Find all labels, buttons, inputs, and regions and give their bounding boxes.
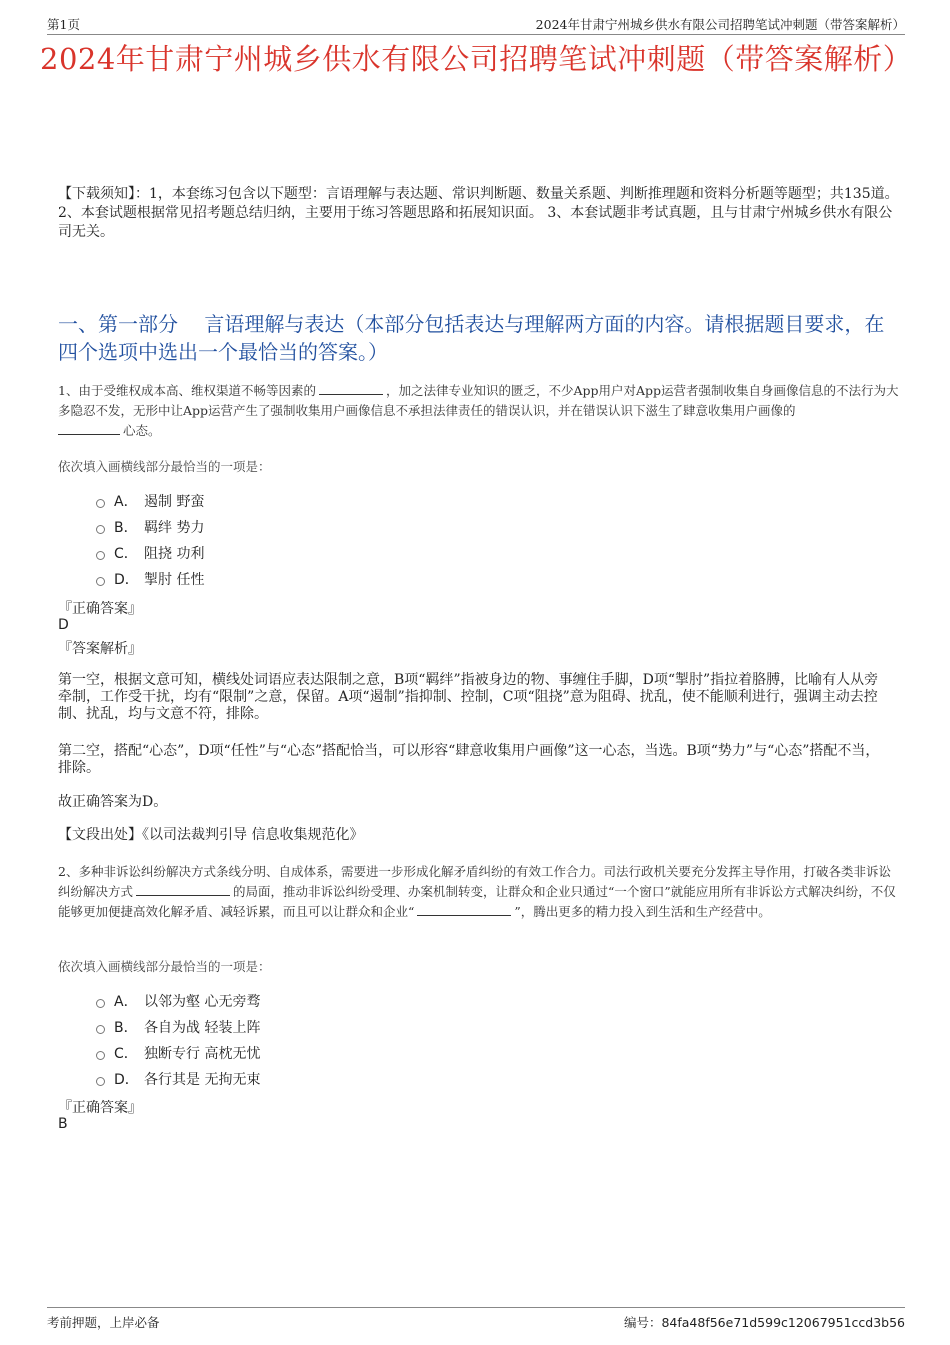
footer-code — [624, 1313, 905, 1331]
question-2-text-a: 2、多种非诉讼纠纷解决方式条线分明、自成体系，需要进一步形成化解矛盾纠纷的有效工作合力。司法行政机关要充分发挥主导作用，打破各类非诉讼纠纷解决方式 — [58, 864, 891, 899]
page-header — [47, 12, 905, 35]
option-b[interactable] — [96, 514, 496, 540]
option-text: 各行其是 无拘无束 — [144, 1072, 261, 1088]
radio-button[interactable] — [96, 577, 105, 586]
question-1-prompt: 依次填入画横线部分最恰当的一项是： — [58, 459, 271, 474]
option-text: 各自为战 轻装上阵 — [144, 1020, 261, 1036]
correct-answer: D — [58, 617, 69, 633]
question-1-text-c: 心态。 — [123, 423, 161, 438]
question-1-text — [58, 381, 900, 441]
option-a[interactable] — [96, 988, 496, 1014]
radio-button[interactable] — [96, 1025, 105, 1034]
question-2-text-c: ”，腾出更多的精力投入到生活和生产经营中。 — [514, 904, 771, 919]
option-d[interactable] — [96, 1066, 496, 1092]
analysis-paragraph-2: 第二空，搭配“心态”，D项“任性”与“心态”搭配恰当，可以形容“肆意收集用户画像”这一心态，当选。B项“势力”与“心态”搭配不当，排除。 — [58, 743, 880, 776]
option-text: 羁绊 势力 — [144, 520, 205, 536]
option-b[interactable] — [96, 1014, 496, 1040]
fill-blank — [136, 882, 230, 896]
question-2-options — [96, 988, 496, 1092]
question-1-options — [96, 488, 496, 592]
question-1-text-b: ，加之法律专业知识的匮乏，不少App用户对App运营者强制收集自身画像信息的不法行为大多隐忍不发，无形中让App运营产生了强制收集用户画像信息不承担法律责任的错误认识，并在错误认识下滋生了肆意收集用户画像的 — [58, 383, 899, 418]
fill-blank — [319, 381, 383, 395]
analysis-conclusion: 故正确答案为D。 — [58, 794, 168, 810]
option-letter: D． — [114, 1072, 139, 1088]
analysis-label: 『答案解析』 — [58, 641, 142, 657]
footer-code-value: 84fa48f56e71d599c12067951ccd3b56 — [661, 1315, 905, 1330]
radio-button[interactable] — [96, 1077, 105, 1086]
radio-button[interactable] — [96, 999, 105, 1008]
option-letter: B． — [114, 520, 138, 536]
correct-answer: B — [58, 1116, 68, 1132]
option-a[interactable] — [96, 488, 496, 514]
question-2-text-b: 的局面，推动非诉讼纠纷受理、办案机制转变，让群众和企业只通过“一个窗口”就能应用所有非诉讼方式解决纠纷，不仅能够更加便捷高效化解矛盾、减轻诉累，而且可以让群众和企业“ — [58, 884, 896, 919]
option-c[interactable] — [96, 1040, 496, 1066]
radio-button[interactable] — [96, 525, 105, 534]
option-letter: C． — [114, 546, 138, 562]
option-letter: D． — [114, 572, 139, 588]
option-letter: B． — [114, 1020, 138, 1036]
correct-answer-label: 『正确答案』 — [58, 1100, 142, 1116]
page-footer — [47, 1307, 905, 1328]
page-number: 第1页 — [47, 17, 80, 32]
question-2-text — [58, 862, 900, 922]
option-text: 以邻为壑 心无旁骛 — [144, 994, 261, 1010]
option-text: 独断专行 高枕无忧 — [144, 1046, 261, 1062]
option-letter: A． — [114, 494, 138, 510]
correct-answer-label: 『正确答案』 — [58, 601, 142, 617]
section-heading: 一、第一部分 言语理解与表达（本部分包括表达与理解两方面的内容。请根据题目要求，在四个选项中选出一个最恰当的答案。） — [58, 312, 885, 364]
radio-button[interactable] — [96, 1051, 105, 1060]
question-2-prompt: 依次填入画横线部分最恰当的一项是： — [58, 959, 271, 974]
download-notice: 【下载须知】：1，本套练习包含以下题型：言语理解与表达题、常识判断题、数量关系题、判断推理题和资料分析题等题型；共135道。 2、本套试题根据常见招考题总结归纳，主要用于练习答题思路和拓展知识面。 3、本套试题非考试真题，且与甘肃宁州城乡供水有限公司无关。 — [58, 186, 899, 240]
analysis-paragraph-1: 第一空，根据文意可知，横线处词语应表达限制之意，B项“羁绊”指被身边的物、事缠住手脚，D项“掣肘”指拉着胳膊，比喻有人从旁牵制，工作受干扰，均有“限制”之意，保留。A项“遏制”指抑制、控制，C项“阻挠”意为阻碍、扰乱，使不能顺利进行，强调主动去控制、扰乱，均与文意不符，排除。 — [58, 672, 879, 722]
fill-blank — [417, 902, 511, 916]
option-text: 遏制 野蛮 — [144, 494, 205, 510]
question-1-text-a: 1、由于受维权成本高、维权渠道不畅等因素的 — [58, 383, 316, 398]
option-c[interactable] — [96, 540, 496, 566]
option-letter: C． — [114, 1046, 138, 1062]
radio-button[interactable] — [96, 499, 105, 508]
document-title: 2024年甘肃宁州城乡供水有限公司招聘笔试冲刺题（带答案解析） — [40, 42, 913, 76]
footer-slogan: 考前押题，上岸必备 — [47, 1315, 160, 1330]
header-doc-title: 2024年甘肃宁州城乡供水有限公司招聘笔试冲刺题（带答案解析） — [535, 17, 905, 32]
option-d[interactable] — [96, 566, 496, 592]
radio-button[interactable] — [96, 551, 105, 560]
option-text: 阻挠 功利 — [144, 546, 205, 562]
option-text: 掣肘 任性 — [144, 572, 205, 588]
footer-code-label: 编号： — [623, 1315, 662, 1330]
fill-blank — [58, 421, 120, 435]
option-letter: A． — [114, 994, 138, 1010]
source-citation: 【文段出处】《以司法裁判引导 信息收集规范化》 — [58, 827, 364, 843]
